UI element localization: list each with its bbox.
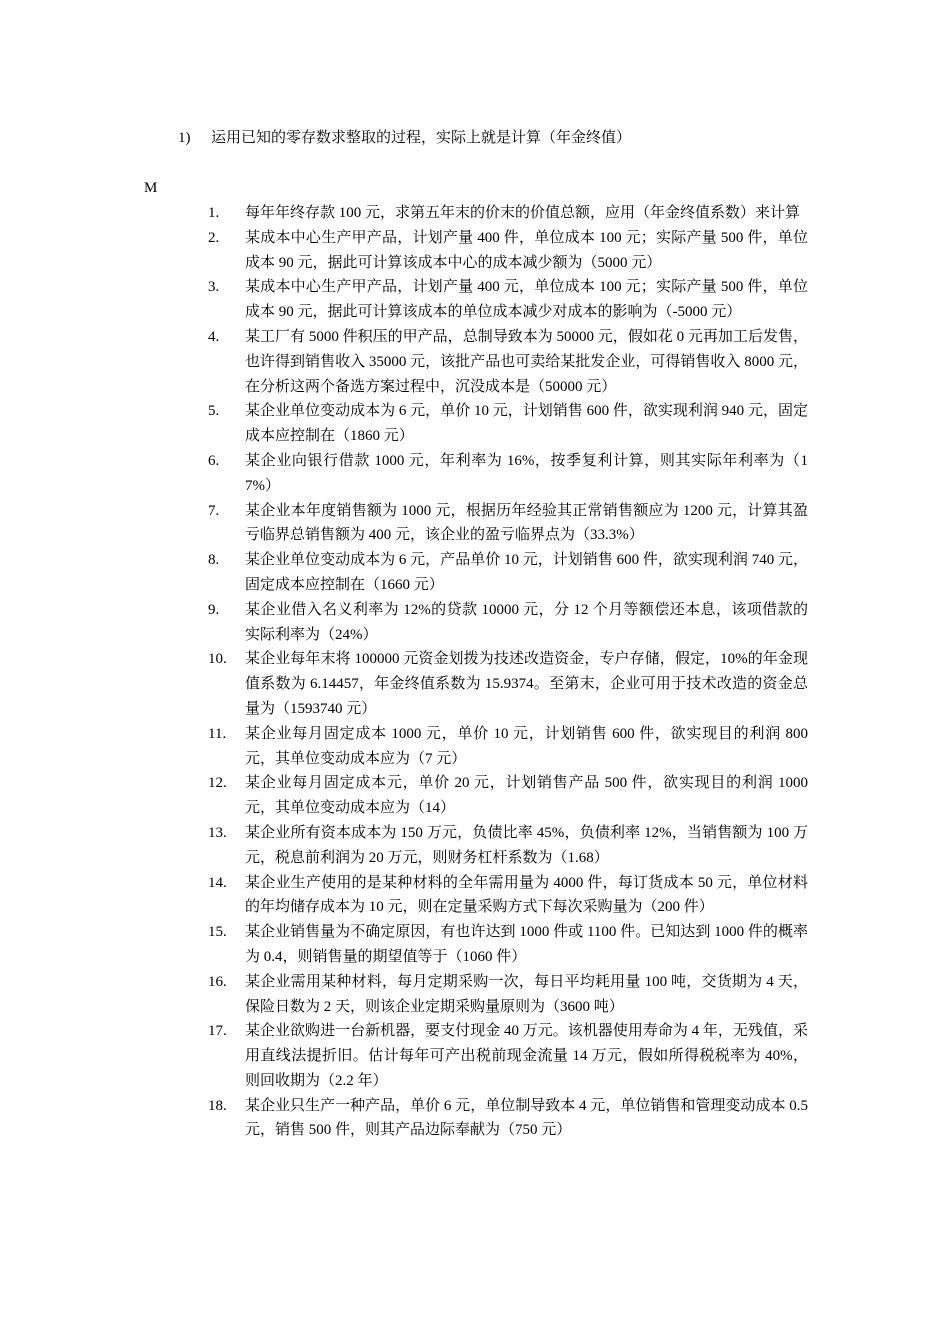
question-text: 某企业欲购进一台新机器，要支付现金 40 万元。该机器使用寿命为 4 年，无残值，采用直线法提折旧。估计每年可产出税前现金流量 14 万元，假如所得税税率为 40%，则回收期为（2.2 年） [245, 1023, 808, 1089]
question-item [208, 920, 808, 970]
question-text: 某企业本年度销售额为 1000 元，根据历年经验其正常销售额应为 1200 元，计算其盈亏临界总销售额为 400 元，该企业的盈亏临界点为（33.3%） [245, 502, 808, 544]
question-text: 某企业单位变动成本为 6 元，产品单价 10 元，计划销售 600 件，欲实现利润 740 元，固定成本应控制在（1660 元） [245, 552, 808, 593]
question-number: 8. [208, 552, 220, 569]
question-text: 某成本中心生产甲产品，计划产量 400 元，单位成本 100 元；实际产量 500 件，单位成本 90 元，据此可计算该成本的单位成本减少对成本的影响为（-5000 元） [245, 279, 808, 321]
question-item [208, 1019, 808, 1093]
question-text: 某企业所有资本成本为 150 万元，负债比率 45%，负债利率 12%，当销售额为 100 万元，税息前利润为 20 万元，则财务杠杆系数为（1.68） [245, 824, 808, 866]
question-item [208, 325, 808, 399]
question-item [208, 970, 808, 1020]
question-number: 3. [208, 279, 220, 296]
question-number: 10. [208, 651, 227, 668]
question-list [208, 201, 808, 1143]
question-number: 13. [208, 824, 227, 841]
question-item [208, 201, 808, 226]
question-number: 6. [208, 452, 220, 469]
question-item [208, 598, 808, 648]
question-number: 14. [208, 874, 227, 891]
question-item [208, 871, 808, 921]
intro-line [178, 126, 631, 150]
question-item [208, 771, 808, 821]
question-number: 2. [208, 229, 220, 246]
question-text: 某企业向银行借款 1000 元，年利率为 16%，按季复利计算，则其实际年利率为（17%） [245, 452, 808, 494]
question-text: 某企业每月固定成本元，单价 20 元，计划销售产品 500 件，欲实现目的利润 1000 元，其单位变动成本应为（14） [245, 775, 808, 817]
question-item [208, 1094, 808, 1144]
question-number: 15. [208, 924, 227, 941]
question-text: 某企业只生产一种产品，单价 6 元，单位制导致本 4 元，单位销售和管理变动成本 0.5 元，销售 500 件，则其产品边际奉献为（750 元） [245, 1097, 808, 1139]
question-text: 某企业每年末将 100000 元资金划拨为技述改造资金，专户存储，假定，10%的年金现值系数为 6.14457，年金终值系数为 15.9374。至第末，企业可用于技术改造的资金总量为（1593740 元） [245, 651, 808, 717]
question-item [208, 499, 808, 549]
question-number: 12. [208, 775, 227, 792]
question-item [208, 548, 808, 598]
question-item [208, 226, 808, 276]
question-number: 16. [208, 973, 227, 990]
question-number: 7. [208, 502, 220, 519]
question-item [208, 647, 808, 721]
section-marker: M [144, 180, 158, 196]
question-number: 17. [208, 1023, 227, 1040]
question-text: 某企业单位变动成本为 6 元，单价 10 元，计划销售 600 件，欲实现利润 940 元，固定成本应控制在（1860 元） [245, 403, 808, 445]
question-text: 某企业生产使用的是某种材料的全年需用量为 4000 件，每订货成本 50 元，单位材料的年均储存成本为 10 元，则在定量采购方式下每次采购量为（200 件） [245, 874, 808, 916]
question-item [208, 275, 808, 325]
question-number: 1. [208, 205, 220, 221]
question-item [208, 722, 808, 772]
question-number: 18. [208, 1097, 227, 1114]
question-text: 某企业销售量为不确定原因，有也许达到 1000 件或 1100 件。已知达到 1000 件的概率为 0.4，则销售量的期望值等于（1060 件） [245, 924, 808, 965]
question-number: 4. [208, 328, 220, 345]
question-text: 某工厂有 5000 件积压的甲产品，总制导致本为 50000 元，假如花 0 元再加工后发售，也许得到销售收入 35000 元，该批产品也可卖给某批发企业，可得销售收入 8000 元，在分析这两个备选方案过程中，沉没成本是（50000 元） [245, 328, 808, 395]
question-number: 11. [208, 725, 227, 742]
question-item [208, 399, 808, 449]
intro-text: 运用已知的零存数求整取的过程，实际上就是计算（年金终值） [211, 130, 632, 146]
question-number: 9. [208, 601, 220, 618]
intro-number: 1) [178, 130, 191, 146]
question-item [208, 821, 808, 871]
question-text: 某成本中心生产甲产品，计划产量 400 件，单位成本 100 元；实际产量 500 件，单位成本 90 元，据此可计算该成本中心的成本减少额为（5000 元） [245, 229, 808, 271]
question-item [208, 449, 808, 499]
question-text: 每年年终存款 100 元，求第五年末的价末的价值总额，应用（年金终值系数）来计算 [245, 205, 801, 221]
question-text: 某企业借入名义利率为 12%的贷款 10000 元，分 12 个月等额偿还本息，该项借款的实际利率为（24%） [245, 601, 808, 643]
question-text: 某企业每月固定成本 1000 元，单价 10 元，计划销售 600 件，欲实现目的利润 800 元，其单位变动成本应为（7 元） [245, 725, 808, 767]
question-number: 5. [208, 403, 220, 420]
question-text: 某企业需用某种材料，每月定期采购一次，每日平均耗用量 100 吨，交货期为 4 天，保险日数为 2 天，则该企业定期采购量原则为（3600 吨） [245, 973, 808, 1015]
